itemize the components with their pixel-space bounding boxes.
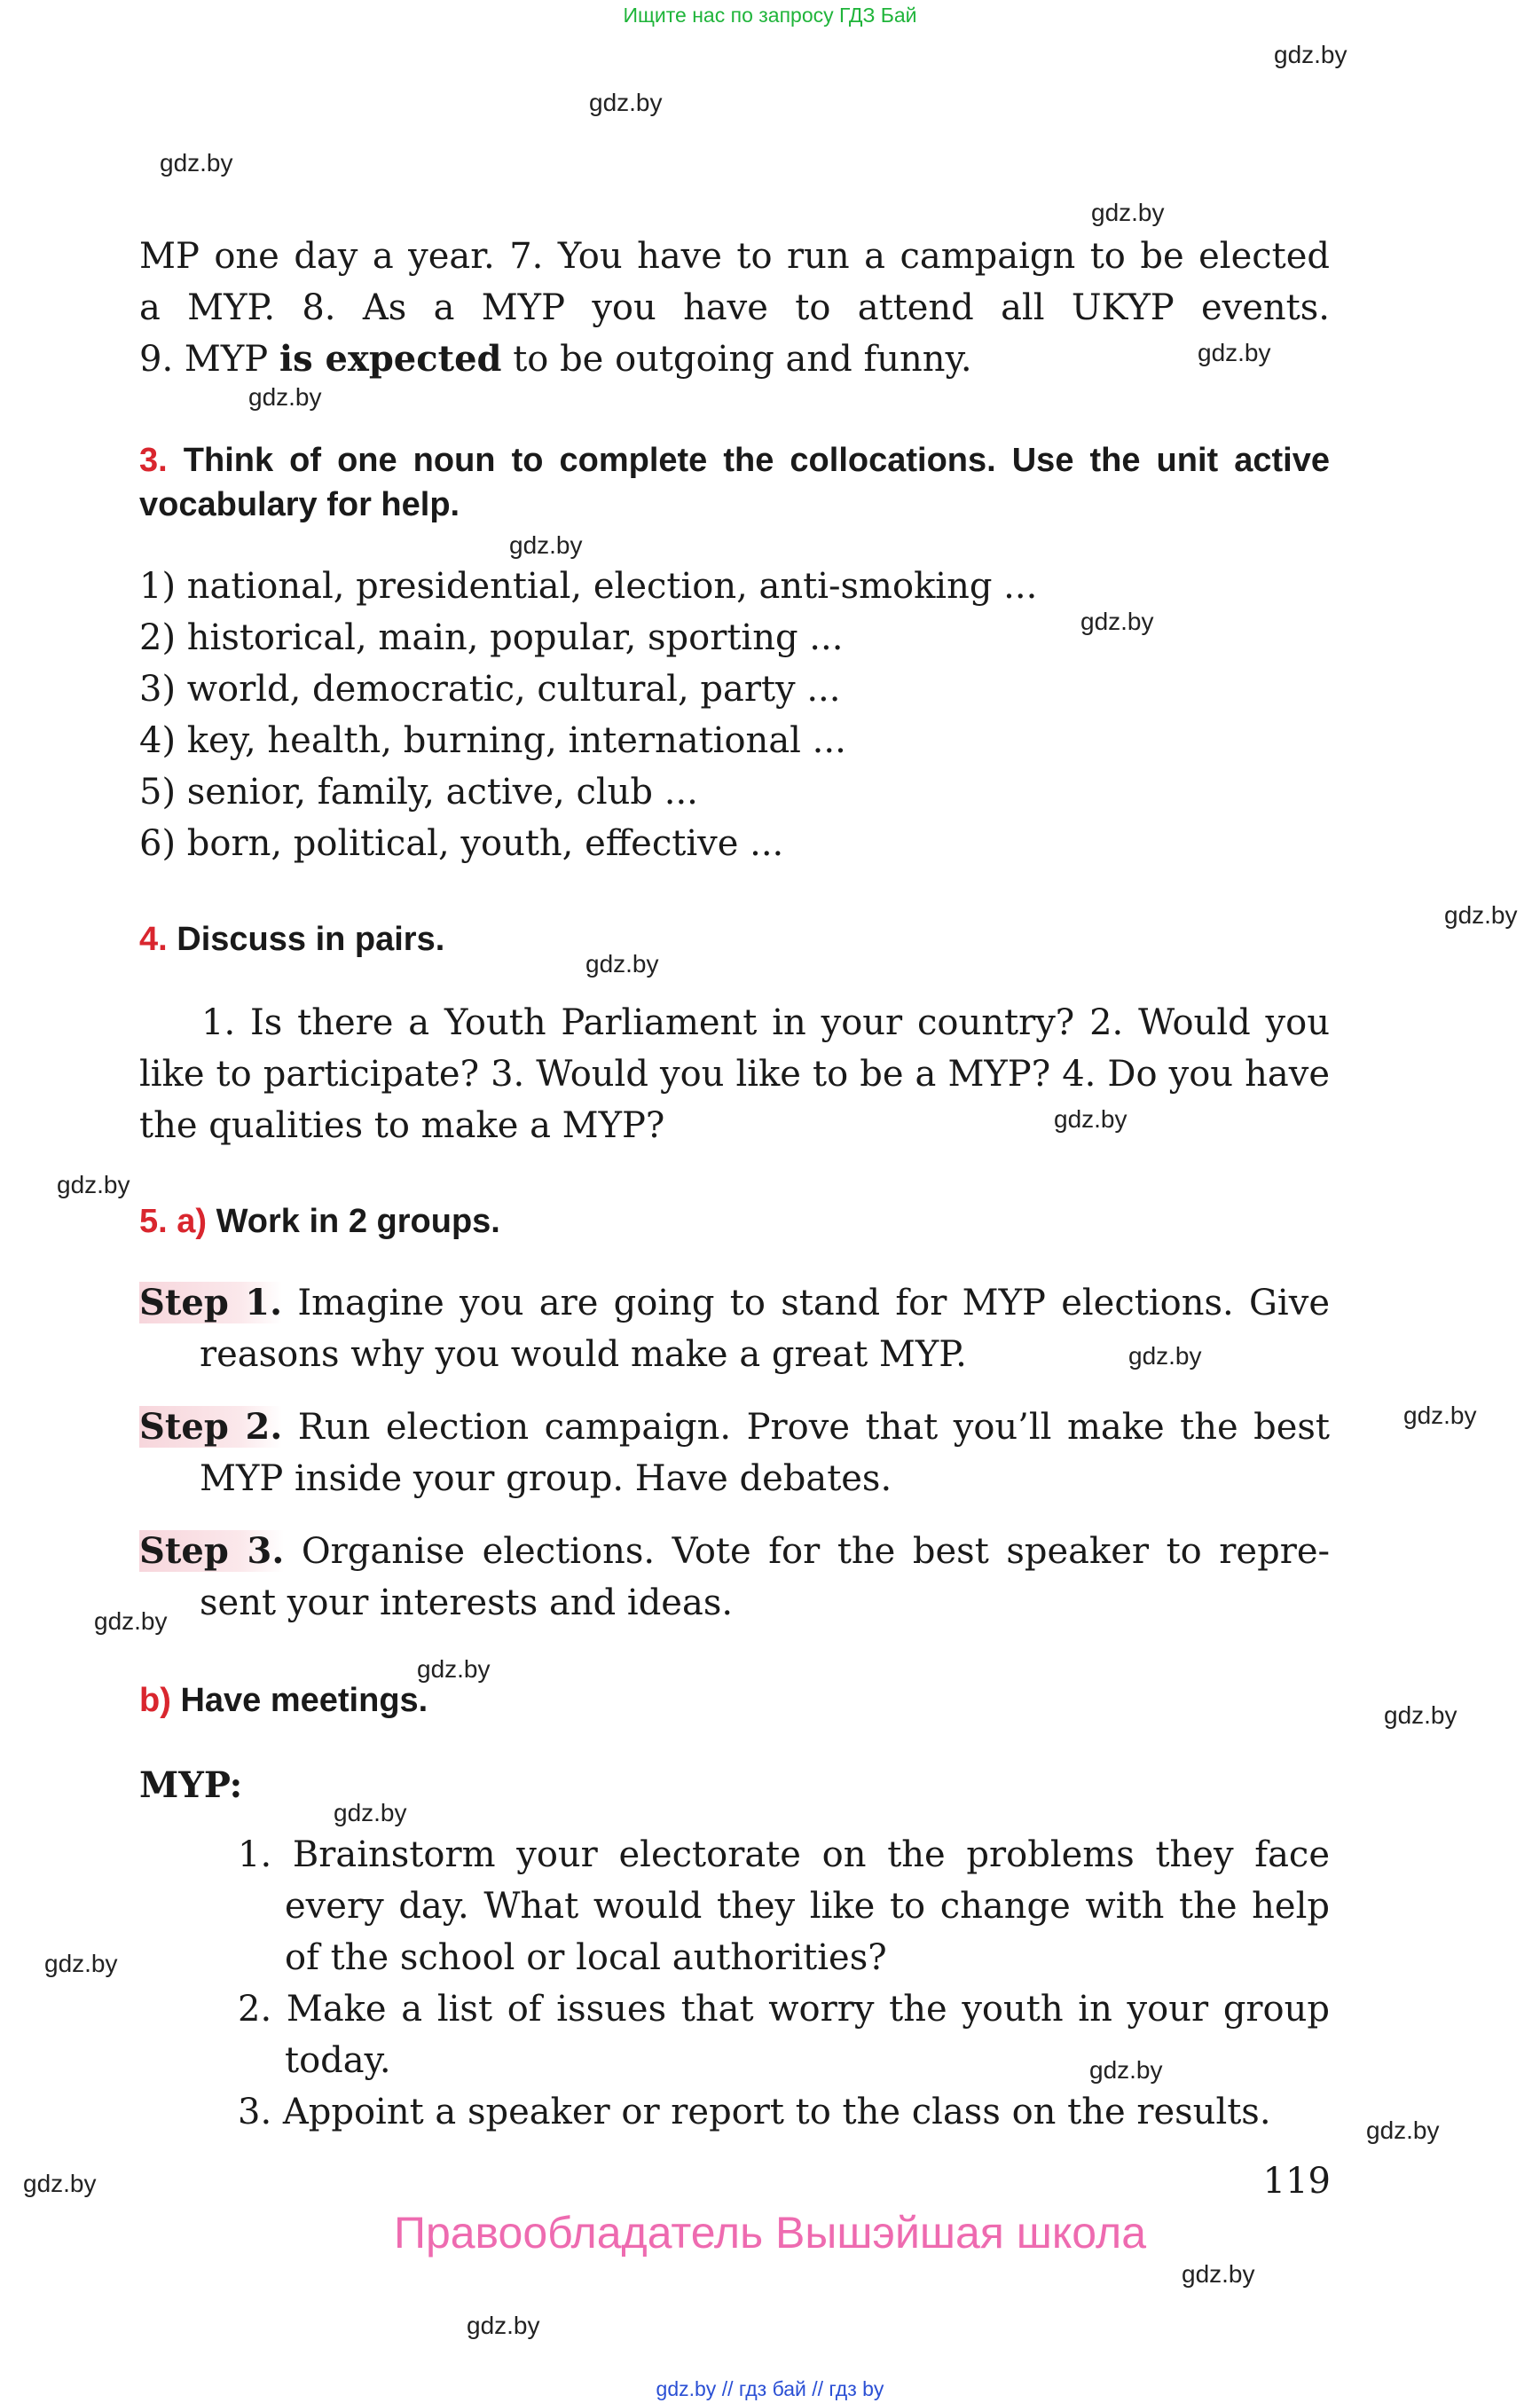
collocation-item: 2) historical, main, popular, sporting ... — [139, 617, 844, 658]
copyright-notice: Правообладатель Вышэйшая школа — [394, 2208, 1146, 2258]
collocation-item: 3) world, democratic, cultural, party ... — [139, 669, 841, 710]
myp-item: 2. Make a list of issues that worry the youth in your group today. — [238, 1989, 1330, 2081]
watermark: gdz.by — [1091, 199, 1165, 226]
watermark: gdz.by — [1054, 1105, 1128, 1133]
myp-item: 1. Brainstorm your electorate on the problems they face every day. What would they like to change with the help of the school or local authorities? — [238, 1834, 1330, 1978]
exercise-4-text: 1. Is there a Youth Parliament in your country? 2. Would you like to participate? 3. Would you like to be a MYP? 4. Do you have the qualities to make a MYP? — [139, 1002, 1330, 1146]
watermark: gdz.by — [57, 1171, 130, 1198]
watermark: gdz.by — [1403, 1402, 1477, 1429]
watermark: gdz.by — [1366, 2116, 1440, 2144]
watermark: gdz.by — [1182, 2260, 1255, 2288]
exercise-5b-instruction: b) Have meetings. — [139, 1682, 428, 1719]
myp-title: MYP: — [139, 1764, 243, 1806]
intro-line: MP one day a year. 7. You have to run a campaign to be elected — [139, 236, 1330, 277]
collocation-item: 1) national, presidential, election, anti-smoking ... — [139, 566, 1038, 607]
watermark: gdz.by — [94, 1607, 168, 1635]
watermark: gdz.by — [23, 2170, 97, 2197]
step-label: Step 2. — [139, 1406, 283, 1448]
myp-item: 3. Appoint a speaker or report to the class on the results. — [238, 2092, 1271, 2132]
watermark: gdz.by — [1274, 41, 1348, 68]
top-banner: Ищите нас по запросу ГДЗ Бай — [623, 4, 917, 27]
watermark: gdz.by — [467, 2312, 540, 2339]
part-letter: b) — [139, 1682, 171, 1719]
intro-line: a MYP. 8. As a MYP you have to attend all UKYP events. — [139, 287, 1330, 328]
step-2: Step 2. Run election campaign. Prove that you’ll make the best MYP inside your group. Have debates. — [139, 1406, 1331, 1499]
exercise-3-instruction: 3. Think of one noun to complete the collocations. Use the unit active vocabulary for help. — [139, 442, 1330, 523]
watermark: gdz.by — [248, 383, 322, 411]
watermark: gdz.by — [1384, 1701, 1458, 1729]
watermark: gdz.by — [589, 89, 663, 116]
watermark: gdz.by — [1444, 901, 1518, 929]
exercise-4-instruction: 4. Discuss in pairs. — [139, 921, 445, 958]
watermark: gdz.by — [1198, 339, 1271, 366]
footer-links[interactable]: gdz.by // гдз бай // гдз by — [656, 2377, 884, 2400]
step-label: Step 3. — [139, 1530, 285, 1572]
intro-line: 9. MYP is expected to be outgoing and funny. — [139, 338, 972, 380]
step-3: Step 3. Organise elections. Vote for the best speaker to repre-sent your interests and ideas. — [139, 1530, 1331, 1623]
intro-text — [139, 231, 1330, 385]
watermark: gdz.by — [334, 1799, 407, 1826]
exercise-5a-instruction: 5. a) Work in 2 groups. — [139, 1203, 500, 1240]
step-1: Step 1. Imagine you are going to stand for MYP elections. Give reasons why you would make a great MYP. — [139, 1282, 1330, 1375]
bold-phrase: is expected — [279, 338, 502, 380]
exercise-number: 4. — [139, 921, 168, 958]
watermark: gdz.by — [509, 531, 583, 559]
step-label: Step 1. — [139, 1282, 283, 1323]
watermark: gdz.by — [585, 950, 659, 978]
collocation-item: 5) senior, family, active, club ... — [139, 772, 698, 813]
collocation-item: 6) born, political, youth, effective ... — [139, 823, 784, 864]
part-letter: a) — [177, 1203, 208, 1240]
exercise-number: 5. — [139, 1203, 168, 1240]
exercise-number: 3. — [139, 442, 168, 479]
watermark: gdz.by — [160, 149, 233, 177]
page-number: 119 — [1262, 2161, 1331, 2202]
watermark: gdz.by — [1128, 1342, 1202, 1370]
watermark: gdz.by — [1089, 2056, 1163, 2084]
collocation-item: 4) key, health, burning, international ... — [139, 720, 846, 761]
watermark: gdz.by — [44, 1950, 118, 1977]
watermark: gdz.by — [417, 1655, 491, 1683]
watermark: gdz.by — [1080, 608, 1154, 635]
